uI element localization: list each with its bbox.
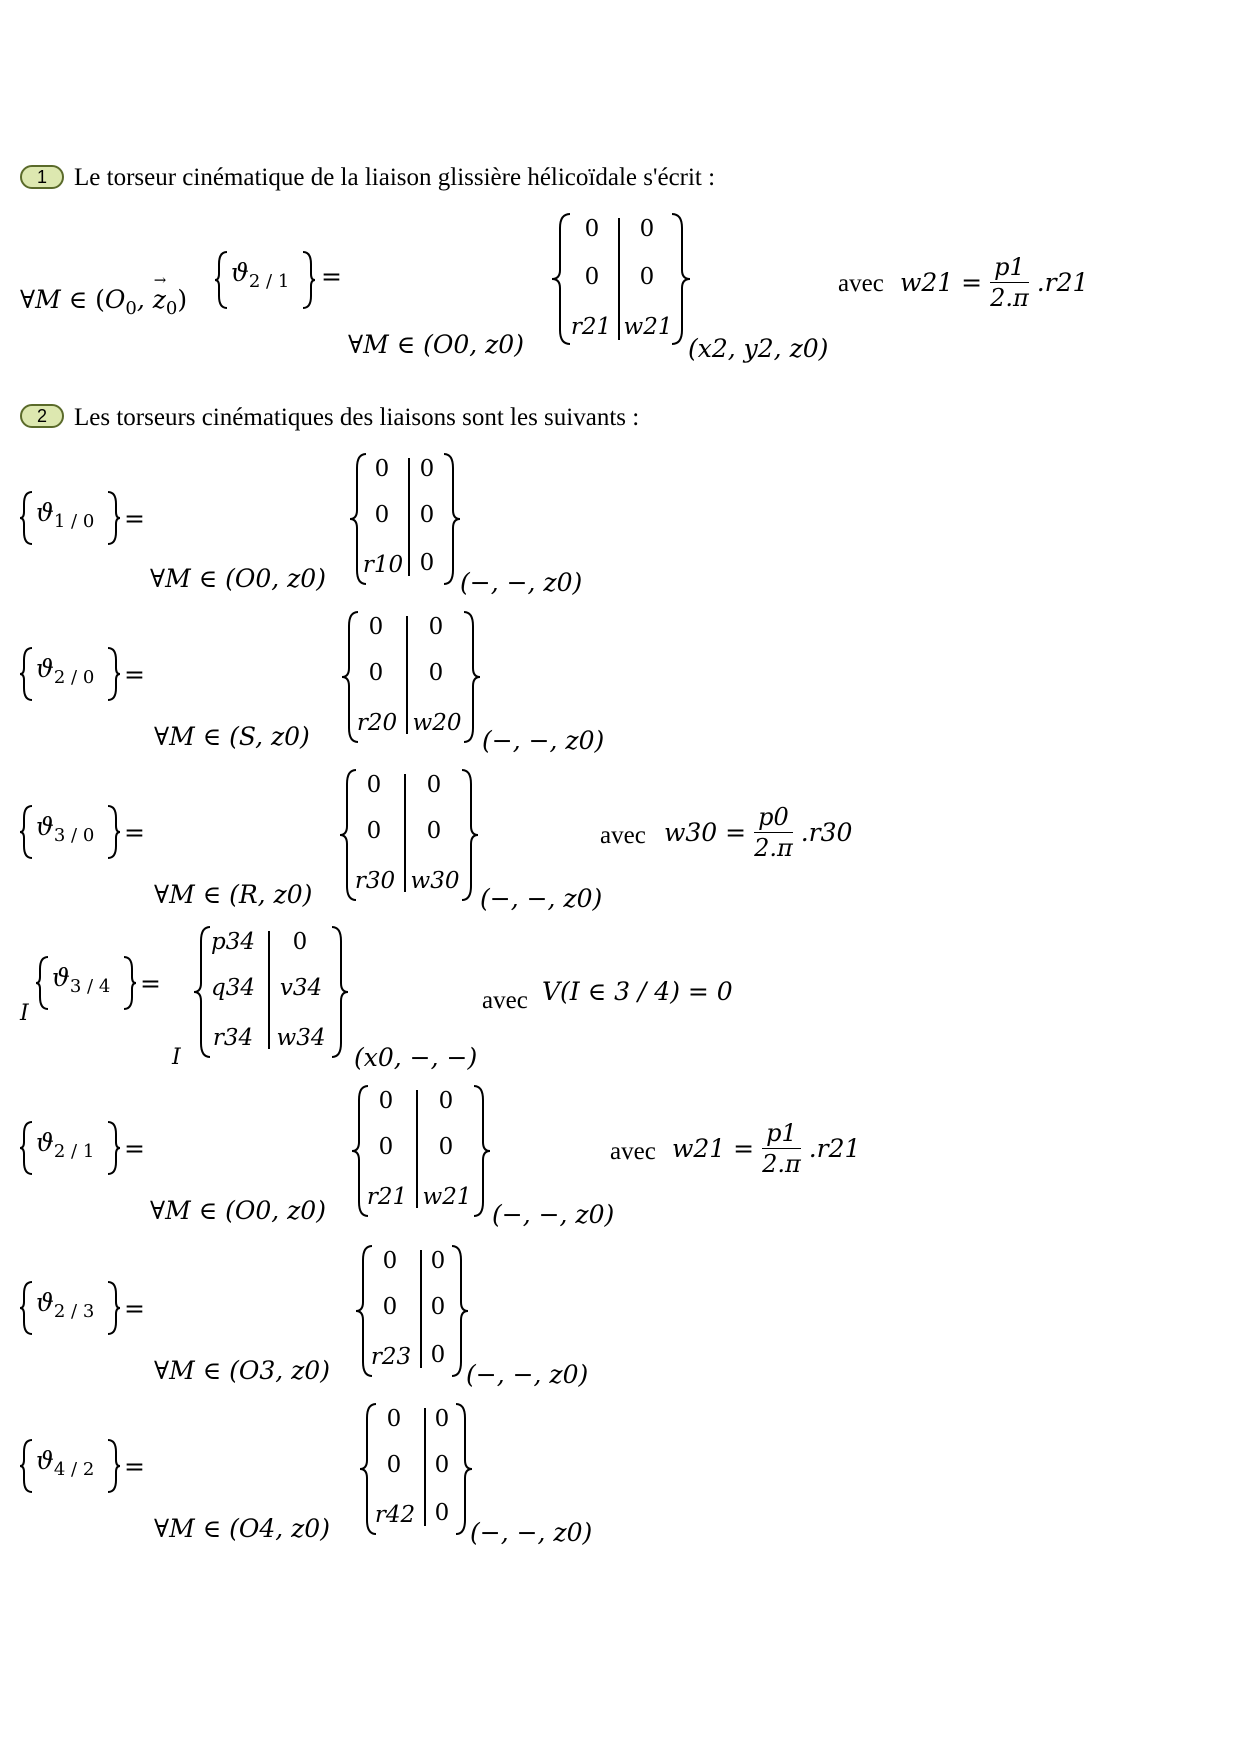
- relation-fraction: [762, 1118, 801, 1179]
- rot-z: r30: [354, 868, 396, 894]
- torseur-base: (−, −, z0): [470, 1518, 593, 1547]
- torseur-base: (x0, −, −): [354, 1043, 478, 1072]
- matrix-divider: [268, 931, 270, 1049]
- s1-torseur-matrix: [552, 212, 687, 347]
- badge-number: 2: [36, 406, 47, 426]
- trans-y: 0: [428, 660, 444, 686]
- trans-z: w21: [422, 1184, 472, 1210]
- rot-y: 0: [386, 1452, 402, 1478]
- torseur-row-2-0: $ϑ_{2 / 0}$ = 0 0 r20 0 0 w20 ∀M ∈ (S, z0) (−, −, z0): [20, 610, 640, 760]
- rot-z: r23: [370, 1344, 412, 1370]
- question-number-badge-2: [20, 404, 64, 428]
- rot-z: r20: [356, 710, 398, 736]
- rot-x: p34: [211, 929, 255, 955]
- s1-trans-x: 0: [639, 216, 655, 242]
- rot-z: r10: [362, 552, 404, 578]
- matrix-divider: [420, 1250, 422, 1368]
- torseur-point: ∀M ∈ (O0, z0): [150, 1196, 326, 1225]
- trans-z: 0: [430, 1342, 446, 1368]
- matrix-divider: [406, 616, 408, 734]
- trans-x: 0: [430, 1248, 446, 1274]
- matrix-divider: [424, 1408, 426, 1526]
- torseur-base: (−, −, z0): [480, 884, 603, 913]
- rot-x: 0: [368, 614, 384, 640]
- s1-matrix-divider: [618, 218, 620, 340]
- relation-lhs: w21 =: [672, 1134, 755, 1163]
- rot-z: r42: [374, 1502, 416, 1528]
- torseur-row-4-2: $ϑ_{4 / 2}$ = 0 0 r42 0 0 0 ∀M ∈ (O4, z0) (−, −, z0): [20, 1402, 640, 1552]
- s1-rot-x: 0: [584, 216, 600, 242]
- s1-point: ∀M ∈ (O0, z0): [348, 330, 524, 359]
- torseur-matrix: [342, 610, 482, 744]
- trans-z: 0: [419, 550, 435, 576]
- rot-x: 0: [378, 1088, 394, 1114]
- torseur-base: (−, −, z0): [482, 726, 605, 755]
- torseur-point: ∀M ∈ (O3, z0): [154, 1356, 330, 1385]
- s1-relation-den: 2.π: [990, 284, 1029, 312]
- torseur-base: (−, −, z0): [460, 568, 583, 597]
- s1-rot-y: 0: [584, 264, 600, 290]
- matrix-divider: [404, 774, 406, 892]
- torseur-point: ∀M ∈ (S, z0): [154, 722, 310, 751]
- s1-relation-num: p1: [990, 252, 1029, 283]
- torseur-row-1-0: $ϑ_{1 / 0}$ = 0 0 r10 0 0 0 ∀M ∈ (O0, z0) (−, −, z0): [20, 452, 640, 602]
- torseur-index: 1 / 0: [53, 511, 95, 532]
- s1-torseur-index: 2 / 1: [248, 271, 290, 292]
- s1-lhs-point: ∀M ∈ ($O_0$, → $z_0$): [20, 285, 187, 314]
- torseur-point: ∀M ∈ (O4, z0): [154, 1514, 330, 1543]
- torseur-matrix: [356, 1244, 466, 1378]
- s1-relation: [900, 252, 1088, 313]
- question-number-badge-1: [20, 165, 64, 189]
- badge-number: 1: [36, 167, 47, 187]
- relation-den: 2.π: [754, 834, 793, 862]
- torseur-avec: avec: [482, 987, 528, 1014]
- trans-z: 0: [434, 1500, 450, 1526]
- rot-y: 0: [366, 818, 382, 844]
- torseur-index: 3 / 4: [69, 976, 111, 997]
- matrix-divider: [416, 1090, 418, 1208]
- s1-relation-lhs: w21 =: [900, 268, 983, 297]
- trans-y: 0: [426, 818, 442, 844]
- section-2-title: Les torseurs cinématiques des liaisons sont les suivants :: [74, 404, 640, 431]
- torseur-row-2-3: $ϑ_{2 / 3}$ = 0 0 r23 0 0 0 ∀M ∈ (O3, z0) (−, −, z0): [20, 1244, 640, 1394]
- rot-z: r21: [366, 1184, 408, 1210]
- rot-y: 0: [374, 502, 390, 528]
- rot-x: 0: [366, 772, 382, 798]
- rot-x: 0: [374, 456, 390, 482]
- s1-relation-fraction: [990, 252, 1029, 313]
- torseur-relation: V(I ∈ 3 / 4) = 0: [542, 977, 733, 1006]
- torseur-point: I: [172, 1045, 181, 1070]
- s1-trans-z: w21: [623, 314, 673, 340]
- torseur-point: ∀M ∈ (O0, z0): [150, 564, 326, 593]
- trans-z: w34: [276, 1025, 326, 1051]
- trans-x: 0: [426, 772, 442, 798]
- trans-y: 0: [430, 1294, 446, 1320]
- trans-x: 0: [419, 456, 435, 482]
- torseur-prefix: I: [20, 1001, 29, 1026]
- trans-x: 0: [438, 1088, 454, 1114]
- trans-z: w30: [410, 868, 460, 894]
- rot-x: 0: [386, 1406, 402, 1432]
- trans-y: 0: [419, 502, 435, 528]
- torseur-avec: avec: [610, 1138, 656, 1165]
- relation-num: p1: [762, 1118, 801, 1149]
- relation-fraction: [754, 802, 793, 863]
- torseur-index: 2 / 0: [53, 667, 95, 688]
- relation-num: p0: [754, 802, 793, 833]
- s1-trans-y: 0: [639, 264, 655, 290]
- torseur-row-2-1: $ϑ_{2 / 1}$ = 0 0 r21 0 0 w21 ∀M ∈ (O0, z0) (−, −, z0) avec w21 = $\frac{p1}{2.\pi}$ .r21: [20, 1084, 920, 1234]
- rot-y: 0: [378, 1134, 394, 1160]
- torseur-index: 2 / 1: [53, 1141, 95, 1162]
- torseur-point: ∀M ∈ (R, z0): [154, 880, 313, 909]
- section-1-title: Le torseur cinématique de la liaison glissière hélicoïdale s'écrit :: [74, 164, 716, 191]
- relation-lhs: w30 =: [664, 818, 747, 847]
- torseur-index: 2 / 3: [53, 1301, 95, 1322]
- torseur-row-3-4: I $ϑ_{3 / 4}$ = p34 q34 r34 0 v34 w34 I (x0, −, −) avec V(I ∈ 3 / 4) = 0: [20, 925, 920, 1075]
- trans-y: 0: [434, 1452, 450, 1478]
- torseur-index: 3 / 0: [53, 825, 95, 846]
- trans-z: w20: [412, 710, 462, 736]
- s1-avec: avec: [838, 270, 884, 297]
- torseur-index: 4 / 2: [53, 1459, 95, 1480]
- rot-y: 0: [368, 660, 384, 686]
- trans-x: 0: [434, 1406, 450, 1432]
- torseur-relation: [664, 802, 852, 863]
- torseur-matrix: [350, 452, 460, 586]
- s1-relation-rhs: .r21: [1036, 268, 1089, 297]
- relation-rhs: .r30: [800, 818, 853, 847]
- torseur-avec: avec: [600, 822, 646, 849]
- trans-x: 0: [428, 614, 444, 640]
- trans-y: 0: [438, 1134, 454, 1160]
- torseur-row-3-0: $ϑ_{3 / 0}$ = 0 0 r30 0 0 w30 ∀M ∈ (R, z0) (−, −, z0) avec w30 = $\frac{p0}{2.\pi}$ .r30: [20, 768, 920, 918]
- rot-x: 0: [382, 1248, 398, 1274]
- relation-rhs: .r21: [808, 1134, 861, 1163]
- s1-base: (x2, y2, z0): [688, 334, 829, 363]
- torseur-base: (−, −, z0): [466, 1360, 589, 1389]
- torseur-matrix: [360, 1402, 470, 1536]
- rot-y: 0: [382, 1294, 398, 1320]
- rot-z: r34: [212, 1025, 254, 1051]
- rot-y: q34: [211, 975, 255, 1001]
- trans-y: v34: [279, 975, 323, 1001]
- relation-den: 2.π: [762, 1150, 801, 1178]
- torseur-matrix: [194, 925, 354, 1059]
- matrix-divider: [408, 458, 410, 576]
- torseur-matrix: [352, 1084, 492, 1218]
- s1-rot-z: r21: [570, 314, 612, 340]
- torseur-matrix: [340, 768, 480, 902]
- torseur-relation: [672, 1118, 860, 1179]
- trans-x: 0: [292, 929, 308, 955]
- torseur-base: (−, −, z0): [492, 1200, 615, 1229]
